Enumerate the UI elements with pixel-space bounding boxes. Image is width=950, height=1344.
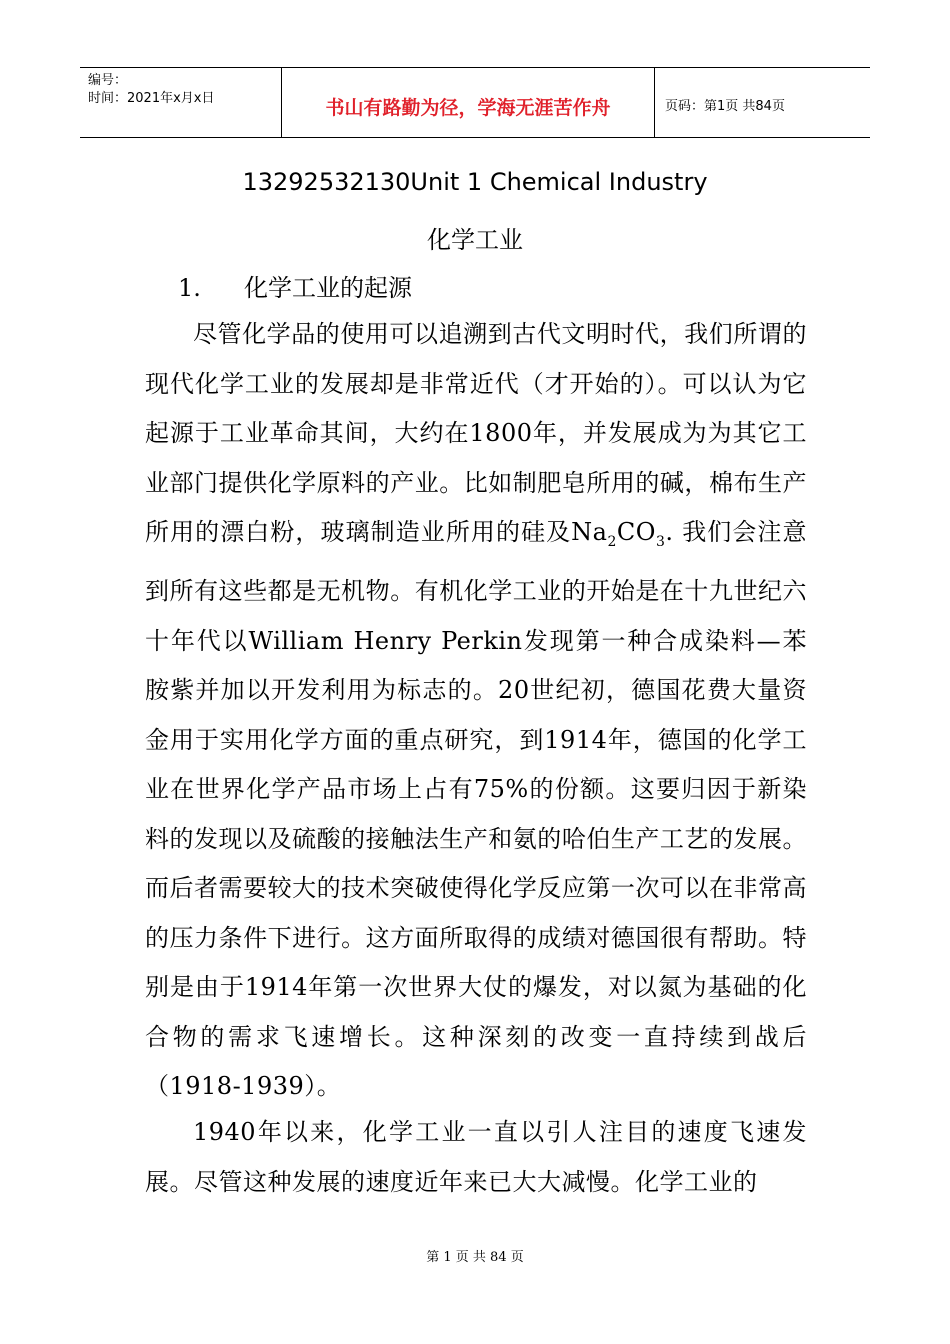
time-label: 时间：2021年x月x日 — [88, 91, 215, 106]
subscript-2: 2 — [607, 533, 617, 550]
page-info: 页码：第1页 共84页 — [665, 99, 785, 114]
header-motto-cell — [282, 68, 655, 137]
document-header — [80, 67, 870, 138]
section-title: 化学工业的起源 — [244, 274, 412, 302]
subscript-3: 3 — [655, 533, 666, 550]
paragraph-1-part-b: . 我们会注意到所有这些都是无机物。有机化学工业的开始是在十九世纪六十年代以William Henry Perkin发现第一种合成染料—苯胺紫并加以开发利用为标志的。20世纪初，德国花费大量资金用于实用化学方面的重点研究，到1914年，德国的化学工业在世界化学产品市场上占有75%的份额。这要归因于新染料的发现以及硫酸的接触法生产和氨的哈伯生产工艺的发展。而后者需要较大的技术突破使得化学反应第一次可以在非常高的压力条件下进行。这方面所取得的成绩对德国很有帮助。特别是由于1914年第一次世界大仗的爆发，对以氮为基础的化合物的需求飞速增长。这种深刻的改变一直持续到战后（1918-1939）。 — [145, 518, 807, 1101]
motto: 书山有路勤为径，学海无涯苦作舟 — [325, 97, 611, 119]
paragraph-2: 1940年以来，化学工业一直以引人注目的速度飞速发展。尽管这种发展的速度近年来已大大减慢。化学工业的 — [145, 1118, 807, 1196]
document-title: 13292532130Unit 1 Chemical Industry — [242, 168, 708, 196]
document-subtitle: 化学工业 — [427, 226, 523, 254]
header-page-cell — [655, 68, 870, 137]
page-footer: 第 1 页 共 84 页 — [426, 1250, 524, 1265]
header-meta-cell — [80, 68, 282, 137]
paragraph-1-part-a: 尽管化学品的使用可以追溯到古代文明时代，我们所谓的现代化学工业的发展却是非常近代（才开始的）。可以认为它起源于工业革命其间，大约在1800年，并发展成为为其它工业部门提供化学原料的产业。比如制肥皂所用的碱，棉布生产所用的漂白粉，玻璃制造业所用的硅及Na — [145, 320, 807, 546]
section-heading — [178, 268, 412, 303]
section-number: 1. — [178, 274, 201, 302]
formula-co: CO — [616, 518, 656, 546]
paragraph-1 — [145, 310, 807, 1112]
number-label: 编号： — [88, 73, 128, 88]
